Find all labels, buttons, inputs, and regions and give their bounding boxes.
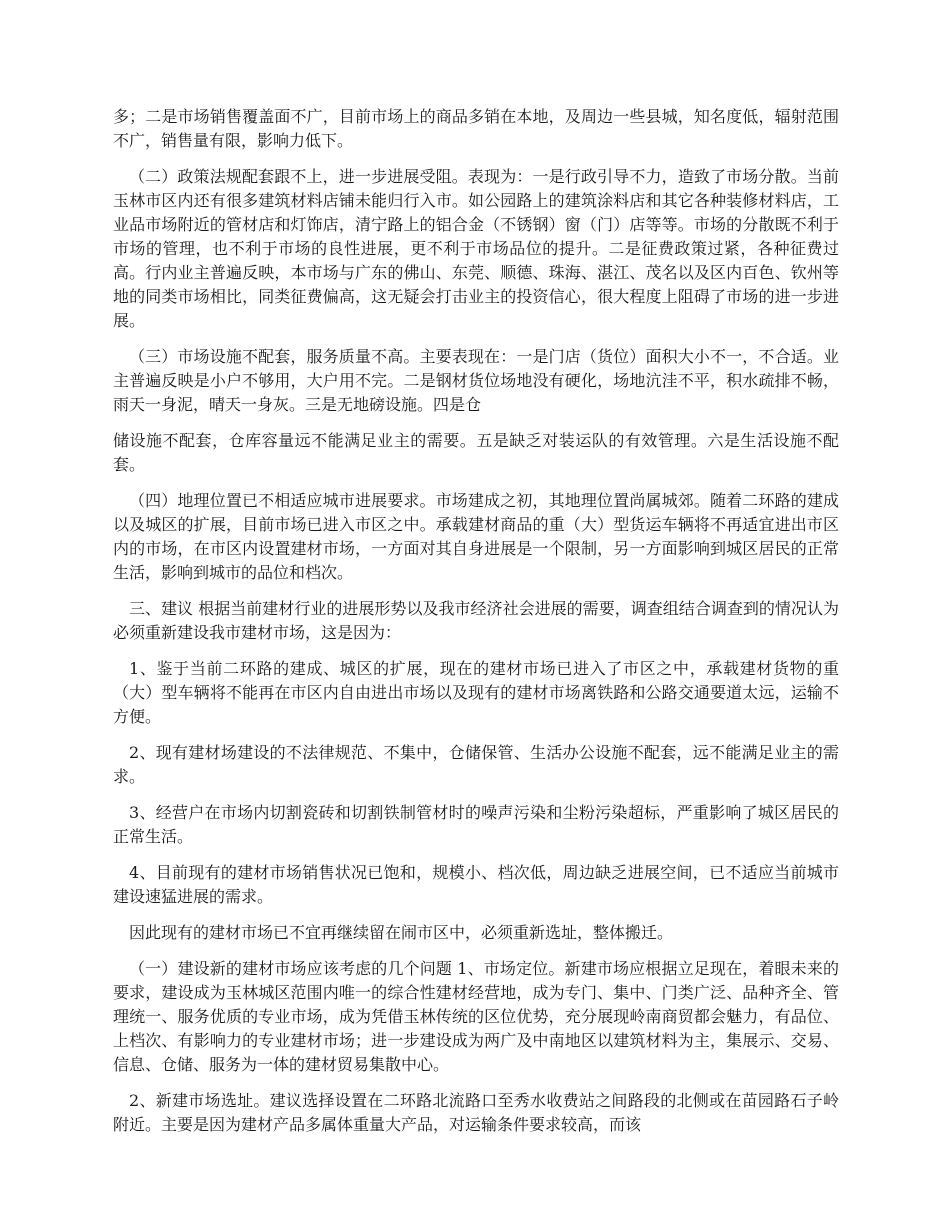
paragraph-facilities-continued: 储设施不配套，仓库容量远不能满足业主的需要。五是缺乏对装运队的有效管理。六是生活设施不配套。 <box>113 431 839 474</box>
list-item-3: 3、经营户在市场内切割瓷砖和切割铁制管材时的噪声污染和尘粉污染超标，严重影响了城区居民的正常生活。 <box>113 803 839 846</box>
paragraph-site-selection: 2、新建市场选址。建议选择设置在二环路北流路口至秀水收费站之间路段的北侧或在苗园路石子岭附近。主要是因为建材产品多属体重量大产品，对运输条件要求较高，而该 <box>113 1091 839 1134</box>
document-page <box>113 105 839 1149</box>
paragraph-recommendations: 三、建议 根据当前建材行业的进展形势以及我市经济社会进展的需要，调查组结合调查到的情况认为必须重新建设我市建材市场，这是因为： <box>113 599 839 642</box>
paragraph-conclusion: 因此现有的建材市场已不宜再继续留在闹市区中，必须重新选址，整体搬迁。 <box>129 923 674 942</box>
list-item-4: 4、目前现有的建材市场销售状况已饱和，规模小、档次低，周边缺乏进展空间，已不适应当前城市建设速猛进展的需求。 <box>113 863 839 906</box>
list-item-1: 1、鉴于当前二环路的建成、城区的扩展，现在的建材市场已进入了市区之中，承载建材货物的重（大）型车辆将不能再在市区内自由进出市场以及现有的建材市场离铁路和公路交通要道太远，运输不方便。 <box>113 659 839 726</box>
paragraph-sales-coverage: 多；二是市场销售覆盖面不广，目前市场上的商品多销在本地，及周边一些县城，知名度低，辐射范围不广，销售量有限，影响力低下。 <box>113 107 839 150</box>
paragraph-facilities: （三）市场设施不配套，服务质量不高。主要表现在：一是门店（货位）面积大小不一，不合适。业主普遍反映是小户不够用，大户用不完。二是钢材货位场地没有硬化，场地沆洼不平，积水疏排不畅，雨天一身泥，晴天一身灰。三是无地磅设施。四是仓 <box>113 347 839 414</box>
paragraph-policy: （二）政策法规配套跟不上，进一步进展受阻。表现为：一是行政引导不力，造致了市场分散。当前玉林市区内还有很多建筑材料店铺未能归行入市。如公园路上的建筑涂料店和其它各种装修材料店，工业品市场附近的管材店和灯饰店，清宁路上的铝合金（不锈钢）窗（门）店等等。市场的分散既不利于市场的管理，也不利于市场的良性进展，更不利于市场品位的提升。二是征费政策过紧，各种征费过高。行内业主普遍反映，本市场与广东的佛山、东莞、顺德、珠海、湛江、茂名以及区内百色、钦州等地的同类市场相比，同类征费偏高，这无疑会打击业主的投资信心，很大程度上阻碍了市场的进一步进展。 <box>113 167 839 330</box>
paragraph-location: （四）地理位置已不相适应城市进展要求。市场建成之初，其地理位置尚属城郊。随着二环路的建成以及城区的扩展，目前市场已进入市区之中。承载建材商品的重（大）型货运车辆将不再适宜进出市区内的市场，在市区内设置建材市场，一方面对其自身进展是一个限制，另一方面影响到城区居民的正常生活，影响到城市的品位和档次。 <box>113 491 839 582</box>
paragraph-market-positioning: （一）建设新的建材市场应该考虑的几个问题 1、市场定位。新建市场应根据立足现在，着眼未来的要求，建设成为玉林城区范围内唯一的综合性建材经营地，成为专门、集中、门类广泛、品种齐全、管理统一、服务优质的专业市场，成为凭借玉林传统的区位优势，充分展现岭南商贸都会魅力，有品位、上档次、有影响力的专业建材市场；进一步建设成为两广及中南地区以建筑材料为主，集展示、交易、信息、仓储、服务为一体的建材贸易集散中心。 <box>113 959 839 1074</box>
list-item-2: 2、现有建材场建设的不法律规范、不集中，仓储保管、生活办公设施不配套，远不能满足业主的需求。 <box>113 743 839 786</box>
